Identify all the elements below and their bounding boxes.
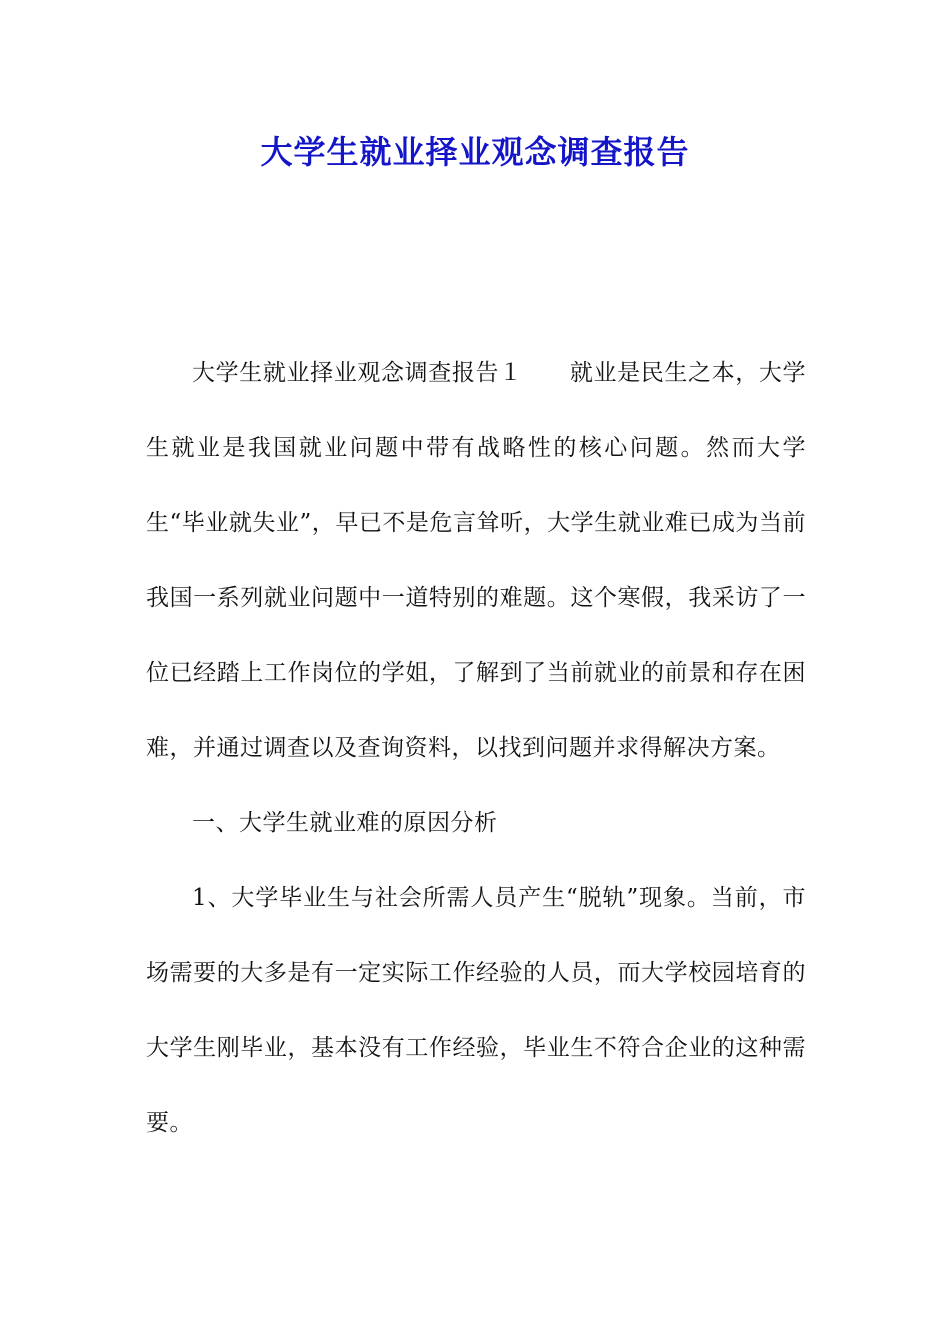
- section-heading: 一、大学生就业难的原因分析: [192, 810, 498, 836]
- document-body: [146, 336, 806, 1161]
- paragraph-point-1: 1、大学毕业生与社会所需人员产生“脱轨”现象。当前，市场需要的大多是有一定实际工作经验的人员，而大学校园培育的大学生刚毕业，基本没有工作经验，毕业生不符合企业的这种需要。: [146, 885, 806, 1136]
- paragraph-intro: 大学生就业择业观念调查报告１ 就业是民生之本，大学生就业是我国就业问题中带有战略性的核心问题。然而大学生“毕业就失业”，早已不是危言耸听，大学生就业难已成为当前我国一系列就业问题中一道特别的难题。这个寒假，我采访了一位已经踏上工作岗位的学姐，了解到了当前就业的前景和存在困难，并通过调查以及查询资料，以找到问题并求得解决方案。: [146, 360, 806, 761]
- document-title: 大学生就业择业观念调查报告: [260, 133, 690, 171]
